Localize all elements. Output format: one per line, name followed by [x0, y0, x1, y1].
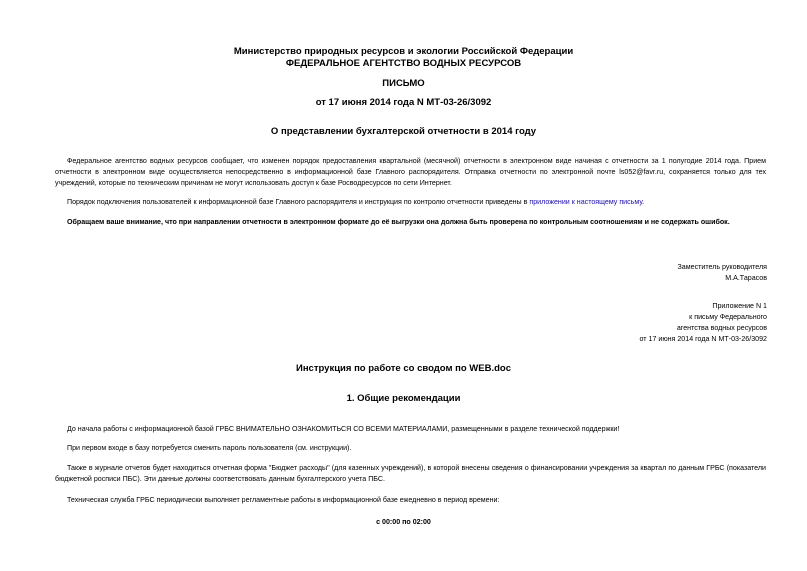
document-type: ПИСЬМО	[382, 78, 425, 89]
instruction-paragraph-3: Также в журнале отчетов будет находиться отчетная форма "Бюджет расходы" (для казенных учреждений), в которой внесены сведения о финансировании учреждения за квартал по данным ГРБС (показатели бюджетной росписи ПБС). Эти данные должны соответствовать данным бухгалтерского учета ПБС.	[55, 464, 766, 483]
body-paragraph-3-important: Обращаем ваше внимание, что при направлении отчетности в электронном формате до её выгрузки она должна быть проверена по контрольным соотношениям и не содержать ошибок.	[67, 218, 730, 226]
body-paragraph-1: Федеральное агентство водных ресурсов сообщает, что изменен порядок предоставления квартальной (месячной) отчетности в электронном виде начиная с отчетности за 1 полугодие 2014 года. Прием отчетности в электронном виде осуществляется непосредственно в информационной базе Главного распорядителя. Отправка отчетности по электронной почте ls052@favr.ru, сохраняется только для тех учреждений, которые по техническим причинам не могут использовать доступ к базе Росводресурсов по сети Интернет.	[55, 157, 766, 187]
appendix-line-1: Приложение N 1	[712, 302, 767, 310]
body-paragraph-2	[55, 197, 766, 208]
appendix-line-4: от 17 июня 2014 года N МТ-03-26/3092	[639, 335, 767, 343]
appendix-line-2: к письму Федерального	[689, 313, 767, 321]
signature-name: М.А.Тарасов	[725, 274, 767, 282]
instruction-title: Инструкция по работе со сводом по WEB.doc	[295, 363, 511, 374]
agency-name: ФЕДЕРАЛЬНОЕ АГЕНТСТВО ВОДНЫХ РЕСУРСОВ	[285, 58, 522, 69]
signature-position: Заместитель руководителя	[677, 263, 767, 271]
paragraph-2-text: Порядок подключения пользователей к информационной базе Главного распорядителя и инструкция по контролю отчетности приведены в	[67, 198, 530, 206]
section-heading: 1. Общие рекомендации	[346, 393, 461, 404]
appendix-link[interactable]: приложении к настоящему письму	[529, 198, 643, 206]
paragraph-2-end: .	[642, 198, 645, 206]
document-subject: О представлении бухгалтерской отчетности в 2014 году	[270, 126, 537, 137]
appendix-line-3: агентства водных ресурсов	[676, 324, 767, 332]
document-date-number: от 17 июня 2014 года N МТ-03-26/3092	[315, 97, 492, 108]
maintenance-time: с 00:00 по 02:00	[376, 518, 431, 526]
instruction-paragraph-1: До начала работы с информационной базой ГРБС ВНИМАТЕЛЬНО ОЗНАКОМИТЬСЯ СО ВСЕМИ МАТЕРИАЛАМИ, размещенными в разделе технической поддержки!	[67, 425, 620, 433]
instruction-paragraph-2: При первом входе в базу потребуется сменить пароль пользователя (см. инструкции).	[67, 444, 352, 452]
instruction-paragraph-4: Техническая служба ГРБС периодически выполняет регламентные работы в информационной базе ежедневно в период времени:	[67, 496, 500, 504]
ministry-name: Министерство природных ресурсов и экологии Российской Федерации	[233, 46, 574, 57]
